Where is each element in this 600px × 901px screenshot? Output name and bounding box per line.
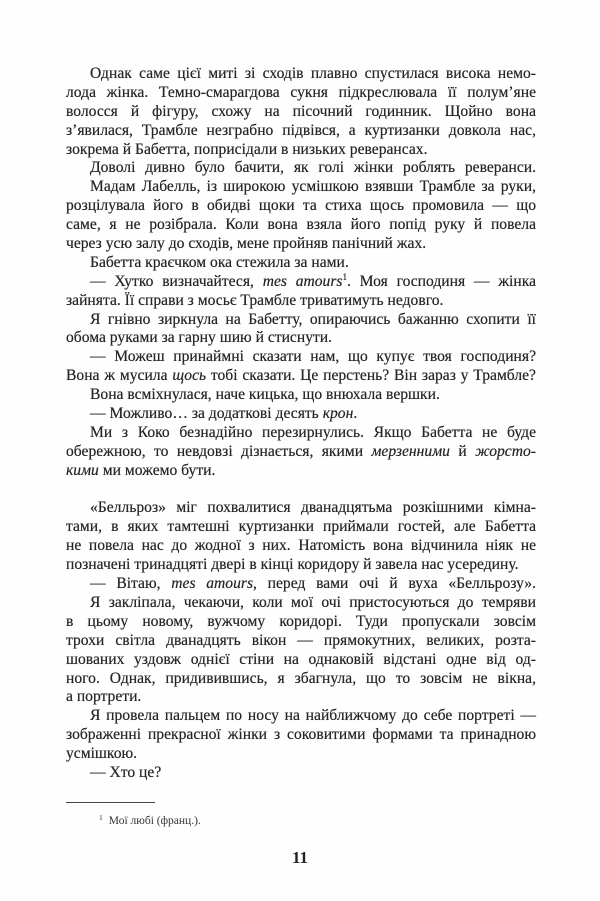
paragraph <box>66 178 536 254</box>
text-segment: Ми з Коко безнадійно перезирнулись. Якщо Бабетта не буде <box>90 423 536 441</box>
text-segment: Доволі дивно було бачити, як голі жінки роблять реверанси. <box>90 159 536 177</box>
paragraph <box>66 311 536 349</box>
text-segment: — Хутко визначайтеся, <box>90 272 263 290</box>
italic-text: жорсто- <box>475 442 536 460</box>
text-line <box>66 556 536 575</box>
text-line <box>66 141 536 160</box>
text-segment: зайнята. Її справи з мосьє Трамбле триватимуть недовго. <box>66 291 444 309</box>
text-segment: зокрема й Бабетта, поприсідали в низьких реверансах. <box>66 140 428 158</box>
footnote-divider <box>66 802 155 803</box>
text-line <box>66 367 536 386</box>
paragraph <box>66 424 536 481</box>
italic-text: mes amours <box>171 575 254 593</box>
text-segment: Однак саме цієї миті зі сходів плавно спустилася висока немо- <box>90 65 536 82</box>
text-line <box>66 216 536 235</box>
text-segment: й <box>449 442 476 460</box>
text-line <box>66 273 536 292</box>
text-segment: шованих уздовж однієї стіни на однаковій відстані одне від од- <box>66 650 536 668</box>
text-line <box>66 745 536 764</box>
text-segment: Я провела пальцем по носу на найближчому до себе портреті — <box>90 707 536 725</box>
italic-text: мерзенними <box>371 442 450 460</box>
text-line <box>66 594 536 613</box>
text-segment: Я закліпала, чекаючи, коли мої очі пристосуються до темряви <box>90 593 536 611</box>
text-line <box>66 329 536 348</box>
text-line <box>66 405 536 424</box>
italic-text: mes amours <box>262 272 343 290</box>
footnote <box>99 811 201 828</box>
paragraph <box>66 594 536 707</box>
text-segment: . Моя господиня — жінка <box>347 272 536 290</box>
paragraph <box>66 575 536 594</box>
text-segment: ми можемо бути. <box>98 461 216 479</box>
text-segment: — Вітаю, <box>90 575 172 593</box>
text-line <box>66 707 536 726</box>
text-line <box>66 159 536 178</box>
text-segment: усмішкою. <box>66 745 138 763</box>
text-line <box>66 651 536 670</box>
text-line <box>66 632 536 651</box>
text-segment: Бабетта краєчком ока стежила за нами. <box>90 253 349 271</box>
text-segment: трохи світла дванадцять вікон — прямокутних, великих, розта- <box>66 631 536 649</box>
text-segment: — Можеш принаймні сказати нам, що купує твоя господиня? <box>90 348 536 366</box>
paragraph <box>66 386 536 405</box>
text-line <box>66 122 536 141</box>
text-segment: Мадам Лабелль, із широкою усмішкою взявши Трамбле за руки, <box>90 178 536 196</box>
text-line <box>66 254 536 273</box>
footnote-text: Мої любі (франц.). <box>108 815 201 827</box>
paragraph <box>66 273 536 311</box>
text-segment: Вона всміхнулася, наче кицька, що внюхала вершки. <box>90 386 440 404</box>
text-segment: . <box>353 405 358 423</box>
text-line <box>66 575 536 594</box>
text-line <box>66 462 536 481</box>
text-line <box>66 499 536 518</box>
text-segment: розцілувала його в обидві щоки та стиха щось промовила — що <box>66 197 536 215</box>
text-line <box>66 443 536 462</box>
paragraph <box>66 764 536 783</box>
text-segment: не повела нас до жодної з них. Натомість вона відчинила ніяк не <box>66 537 536 555</box>
footnote-reference: 1 <box>342 271 347 282</box>
text-segment: Я гнівно зиркнула на Бабетту, опираючись бажанню схопити її <box>90 310 536 328</box>
paragraph <box>66 65 536 159</box>
text-segment: — Можливо… за додаткові десять <box>90 405 323 423</box>
paragraph <box>66 348 536 386</box>
body-text <box>66 65 536 783</box>
text-line <box>66 424 536 443</box>
text-segment: «Белльроз» міг похвалитися дванадцятьма розкішними кімна- <box>90 499 536 517</box>
italic-text: щось <box>172 367 207 385</box>
text-line <box>66 688 536 707</box>
page-number: 11 <box>291 848 309 867</box>
text-line <box>66 292 536 311</box>
text-line <box>66 235 536 254</box>
paragraph <box>66 499 536 575</box>
text-segment: ного. Однак, придивившись, я збагнула, що то зовсім не вікна, <box>66 669 536 687</box>
text-segment: тобі сказати. Це перстень? Він зараз у Трамбле? <box>206 367 536 385</box>
text-segment: в цьому новому, вужчому коридорі. Туди пропускали зовсім <box>66 612 536 630</box>
text-line <box>66 518 536 537</box>
footnote-marker: 1 <box>99 813 103 822</box>
italic-text: кими <box>66 461 99 479</box>
text-line <box>66 537 536 556</box>
text-line <box>66 726 536 745</box>
text-line <box>66 613 536 632</box>
text-segment: зображенні прекрасної жінки з соковитими формами та принадною <box>66 726 536 744</box>
text-line <box>66 84 536 103</box>
paragraph <box>66 254 536 273</box>
text-line <box>66 670 536 689</box>
text-segment: лода жінка. Темно-смарагдова сукня підкреслювала її полум’яне <box>66 83 536 101</box>
text-segment: Вона ж мусила <box>66 367 173 385</box>
text-segment: саме, я не розібрала. Коли вона взяла його попід руку й повела <box>66 216 536 234</box>
paragraph <box>66 405 536 424</box>
paragraph <box>66 707 536 764</box>
text-line <box>66 197 536 216</box>
text-line <box>66 348 536 367</box>
text-line <box>66 178 536 197</box>
text-segment: а портрети. <box>66 688 142 706</box>
text-line <box>66 311 536 330</box>
text-line <box>66 764 536 783</box>
text-segment: обережною, то невдовзі дізнається, якими <box>66 442 372 460</box>
text-segment: волосся й фігуру, схожу на пісочний годинник. Щойно вона <box>66 102 536 120</box>
italic-text: крон <box>322 405 354 423</box>
text-segment: позначені тринадцяті двері в кінці коридору й завела нас усередину. <box>66 556 519 574</box>
text-segment: з’явилася, Трамбле незграбно підвівся, а куртизанки довкола нас, <box>66 121 536 139</box>
text-line <box>66 65 536 84</box>
text-segment: — Хто це? <box>90 763 162 781</box>
paragraph <box>66 159 536 178</box>
text-segment: через усю залу до сходів, мене пройняв панічний жах. <box>66 235 427 253</box>
text-segment: тами, в яких тамтешні куртизанки приймали гостей, але Бабетта <box>66 518 536 536</box>
text-line <box>66 103 536 122</box>
text-segment: , перед вами очі й вуха «Белльрозу». <box>253 575 536 593</box>
text-segment: обома руками за гарну шию й стиснути. <box>66 329 333 347</box>
text-line <box>66 386 536 405</box>
